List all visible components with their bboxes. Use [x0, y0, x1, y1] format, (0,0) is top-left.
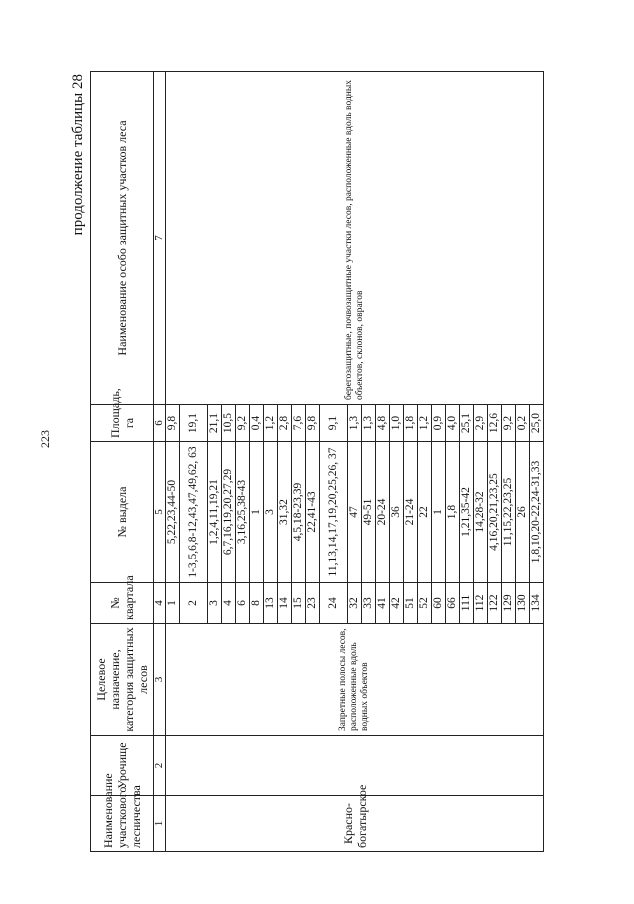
- area-cell: 0,9: [432, 405, 446, 442]
- area-cell: 2,8: [278, 405, 292, 442]
- area-cell: 7,6: [292, 405, 306, 442]
- quarter-cell: 14: [278, 583, 292, 624]
- continuation-label: продолжение таблицы 28: [70, 74, 86, 236]
- area-cell: 1,8: [404, 405, 418, 442]
- header-special-protection: Наименование особо защитных участков леса: [91, 72, 154, 405]
- compartment-cell: 14,28-32: [474, 442, 488, 583]
- page-number: 223: [38, 430, 52, 448]
- quarter-cell: 42: [390, 583, 404, 624]
- area-cell: 9,2: [236, 405, 250, 442]
- quarter-cell: 130: [516, 583, 530, 624]
- area-cell: 2,9: [474, 405, 488, 442]
- area-cell: 4,8: [376, 405, 390, 442]
- quarter-cell: 129: [502, 583, 516, 624]
- area-cell: 1,2: [264, 405, 278, 442]
- area-cell: 9,8: [166, 405, 180, 442]
- quarter-cell: 41: [376, 583, 390, 624]
- area-cell: 25,1: [460, 405, 474, 442]
- quarter-cell: 4: [222, 583, 236, 624]
- table-row: [166, 72, 180, 852]
- compartment-cell: 1: [432, 442, 446, 583]
- quarter-cell: 122: [488, 583, 502, 624]
- compartment-cell: 1,21,35-42: [460, 442, 474, 583]
- special-protection-text: берегозащитные, почвозащитные участки лесов, расположенные вдоль водных объектов, склонов, оврагов: [166, 72, 544, 405]
- header-row: [91, 72, 154, 852]
- quarter-cell: 1: [166, 583, 180, 624]
- compartment-cell: 26: [516, 442, 530, 583]
- protected-forests-table: [90, 71, 544, 852]
- area-cell: 4,0: [446, 405, 460, 442]
- column-number: 2: [154, 736, 166, 796]
- area-cell: 0,4: [250, 405, 264, 442]
- area-cell: 9,2: [502, 405, 516, 442]
- quarter-cell: 60: [432, 583, 446, 624]
- area-cell: 1,2: [418, 405, 432, 442]
- quarter-cell: 112: [474, 583, 488, 624]
- compartment-cell: 20-24: [376, 442, 390, 583]
- rotated-table-page: [70, 72, 630, 852]
- quarter-cell: 6: [236, 583, 250, 624]
- column-number: 1: [154, 796, 166, 852]
- quarter-cell: 23: [306, 583, 320, 624]
- compartment-cell: 6,7,16,19,20,27,29: [222, 442, 236, 583]
- compartment-cell: 22,41-43: [306, 442, 320, 583]
- quarter-cell: 3: [208, 583, 222, 624]
- quarter-cell: 8: [250, 583, 264, 624]
- area-cell: 0,2: [516, 405, 530, 442]
- compartment-cell: 1,2,4,11,19,21: [208, 442, 222, 583]
- header-quarter: № квартала: [91, 583, 154, 624]
- quarter-cell: 134: [530, 583, 544, 624]
- area-cell: 1,0: [390, 405, 404, 442]
- compartment-cell: 1,8: [446, 442, 460, 583]
- area-cell: 12,6: [488, 405, 502, 442]
- compartment-cell: 47: [348, 442, 362, 583]
- compartment-cell: 36: [390, 442, 404, 583]
- quarter-cell: 51: [404, 583, 418, 624]
- quarter-cell: 13: [264, 583, 278, 624]
- forestry-name: Красно-богатырское: [166, 796, 544, 852]
- compartment-cell: 1: [250, 442, 264, 583]
- compartment-cell: 4,5,18-23,39: [292, 442, 306, 583]
- compartment-cell: 5,22,23,44-50: [166, 442, 180, 583]
- compartment-cell: 1,8,10,20-22,24-31,33: [530, 442, 544, 583]
- quarter-cell: 32: [348, 583, 362, 624]
- header-tract: Урочище: [91, 736, 154, 796]
- header-purpose: Целевое назначение, категория защитных лесов: [91, 624, 154, 736]
- compartment-cell: 3,16,25,38-43: [236, 442, 250, 583]
- compartment-cell: 1-3,5,6,8-12,43,47,49,62, 63: [180, 442, 208, 583]
- area-cell: 19,1: [180, 405, 208, 442]
- compartment-cell: 11,13,14,17,19,20,25,26, 37: [320, 442, 348, 583]
- quarter-cell: 52: [418, 583, 432, 624]
- area-cell: 9,1: [320, 405, 348, 442]
- quarter-cell: 24: [320, 583, 348, 624]
- area-cell: 25,0: [530, 405, 544, 442]
- compartment-cell: 22: [418, 442, 432, 583]
- category-text: Запретные полосы лесов, расположенные вдоль водных объектов: [166, 624, 544, 736]
- header-compartment: № выдела: [91, 442, 154, 583]
- quarter-cell: 111: [460, 583, 474, 624]
- compartment-cell: 21-24: [404, 442, 418, 583]
- quarter-cell: 33: [362, 583, 376, 624]
- compartment-cell: 4,16,20,21,23,25: [488, 442, 502, 583]
- column-number: 6: [154, 405, 166, 442]
- header-area: Площадь, га: [91, 405, 154, 442]
- quarter-cell: 2: [180, 583, 208, 624]
- column-number-row: [154, 72, 166, 852]
- compartment-cell: 11,15,22,23,25: [502, 442, 516, 583]
- area-cell: 10,5: [222, 405, 236, 442]
- quarter-cell: 15: [292, 583, 306, 624]
- area-cell: 1,3: [348, 405, 362, 442]
- column-number: 7: [154, 72, 166, 405]
- column-number: 3: [154, 624, 166, 736]
- area-cell: 1,3: [362, 405, 376, 442]
- column-number: 5: [154, 442, 166, 583]
- compartment-cell: 3: [264, 442, 278, 583]
- column-number: 4: [154, 583, 166, 624]
- header-forestry: Наименование участкового лесничества: [91, 796, 154, 852]
- area-cell: 21,1: [208, 405, 222, 442]
- compartment-cell: 49-51: [362, 442, 376, 583]
- compartment-cell: 31,32: [278, 442, 292, 583]
- quarter-cell: 66: [446, 583, 460, 624]
- area-cell: 9,8: [306, 405, 320, 442]
